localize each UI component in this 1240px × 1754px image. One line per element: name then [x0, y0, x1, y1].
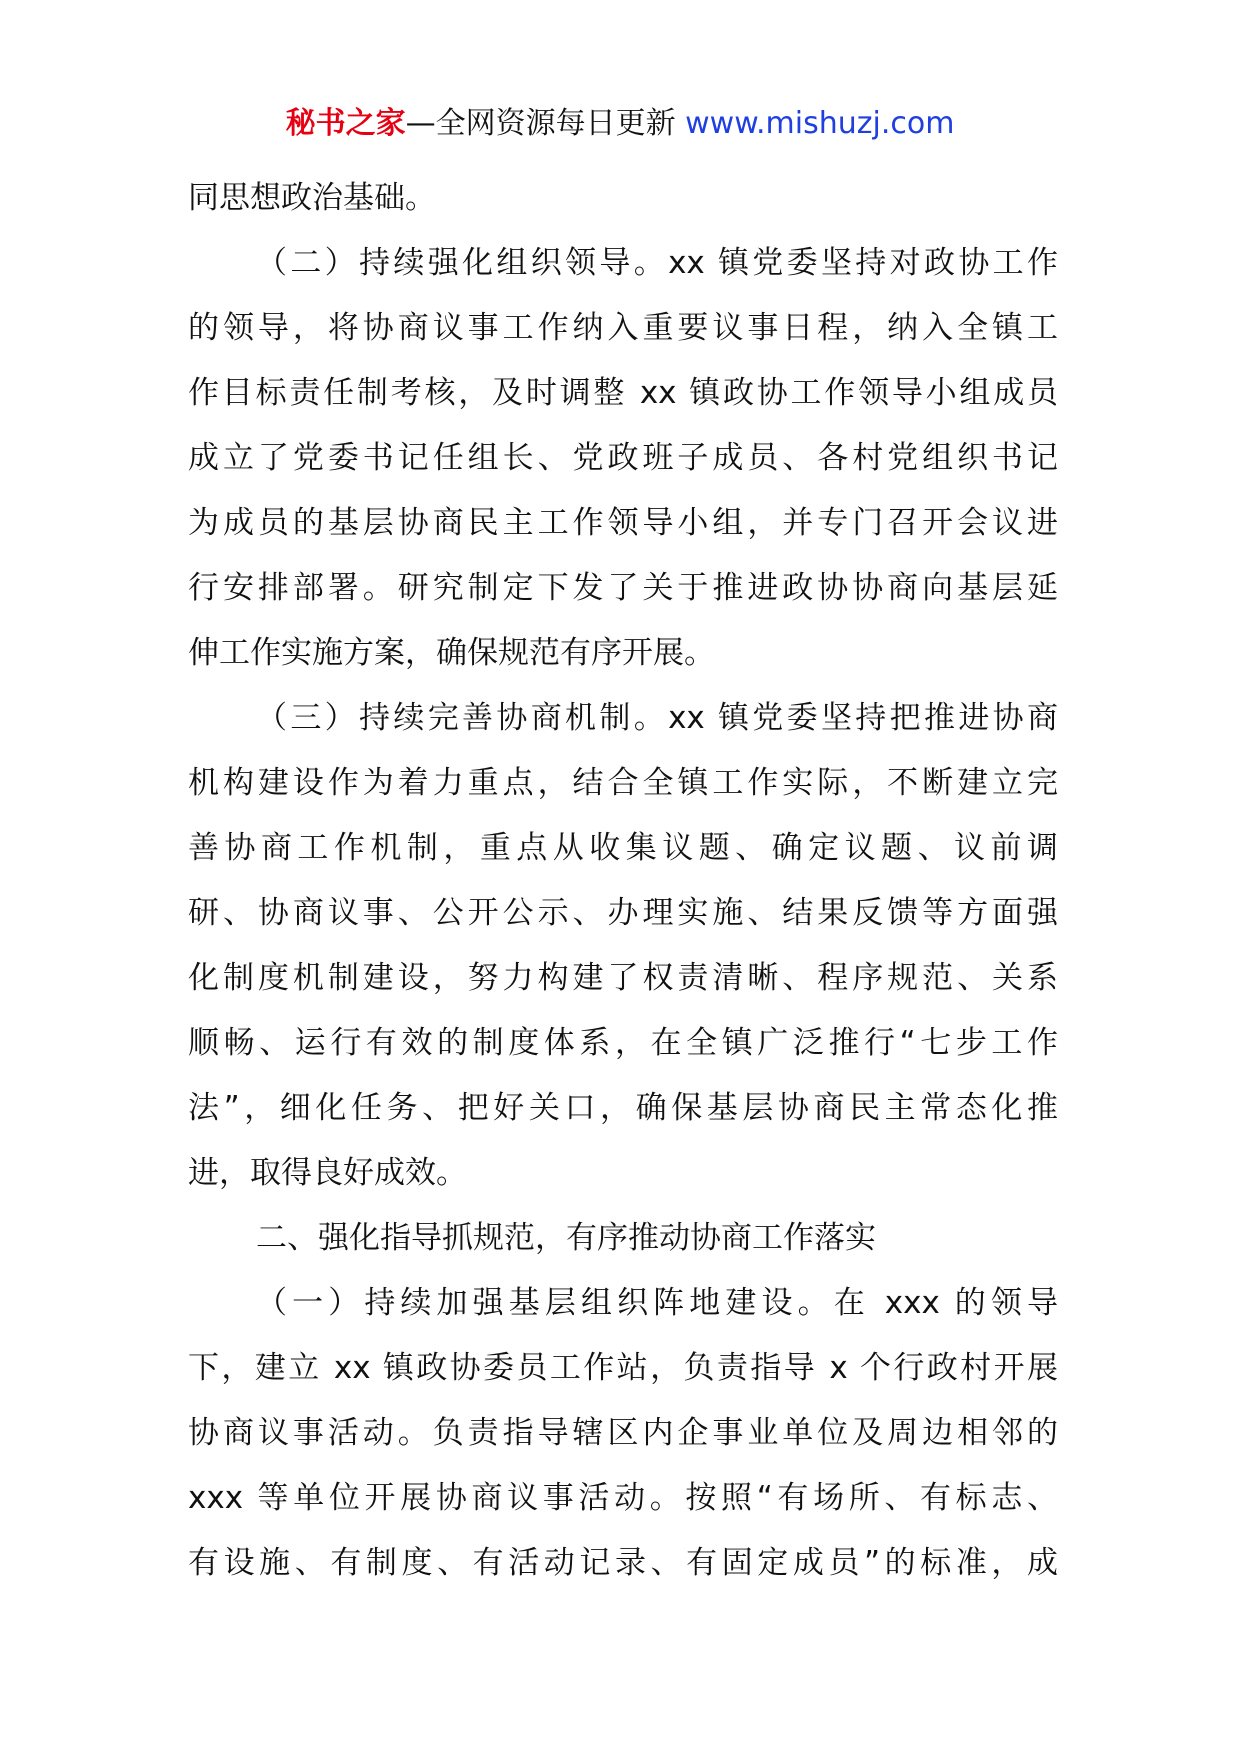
text-line: 有设施、有制度、有活动记录、有固定成员”的标准，成	[188, 1545, 1058, 1581]
text-line: 伸工作实施方案，确保规范有序开展。	[188, 635, 715, 671]
text-line: 同思想政治基础。	[188, 180, 436, 216]
text-line: 进，取得良好成效。	[188, 1155, 467, 1191]
site-brand: 秘书之家	[285, 106, 406, 141]
text-line: 化制度机制建设，努力构建了权责清晰、程序规范、关系	[188, 960, 1058, 996]
document-body	[188, 166, 1058, 1596]
section-heading: 二、强化指导抓规范，有序推动协商工作落实	[256, 1220, 876, 1256]
paragraph-start: （二）持续强化组织领导。xx 镇党委坚持对政协工作	[256, 245, 1058, 281]
site-url-link[interactable]: www.mishuzj.com	[685, 106, 955, 141]
text-line: 研、协商议事、公开公示、办理实施、结果反馈等方面强	[188, 895, 1058, 931]
site-tagline: —全网资源每日更新	[405, 106, 676, 141]
text-line: 协商议事活动。负责指导辖区内企事业单位及周边相邻的	[188, 1415, 1058, 1451]
text-line: 顺畅、运行有效的制度体系，在全镇广泛推行“七步工作	[188, 1025, 1058, 1061]
text-line: 机构建设作为着力重点，结合全镇工作实际，不断建立完	[188, 765, 1058, 801]
page-header	[0, 102, 1240, 146]
text-line: 成立了党委书记任组长、党政班子成员、各村党组织书记	[188, 440, 1058, 476]
text-line: 善协商工作机制，重点从收集议题、确定议题、议前调	[188, 830, 1058, 866]
text-line: 的领导，将协商议事工作纳入重要议事日程，纳入全镇工	[188, 310, 1058, 346]
text-line: 作目标责任制考核，及时调整 xx 镇政协工作领导小组成员	[188, 375, 1058, 411]
text-line: 下，建立 xx 镇政协委员工作站，负责指导 x 个行政村开展	[188, 1350, 1058, 1386]
text-line: 为成员的基层协商民主工作领导小组，并专门召开会议进	[188, 505, 1058, 541]
text-line: xxx 等单位开展协商议事活动。按照“有场所、有标志、	[188, 1480, 1058, 1516]
text-line: 法”，细化任务、把好关口，确保基层协商民主常态化推	[188, 1090, 1058, 1126]
paragraph-start: （一）持续加强基层组织阵地建设。在 xxx 的领导	[256, 1285, 1058, 1321]
paragraph-start: （三）持续完善协商机制。xx 镇党委坚持把推进协商	[256, 700, 1058, 736]
text-line: 行安排部署。研究制定下发了关于推进政协协商向基层延	[188, 570, 1058, 606]
